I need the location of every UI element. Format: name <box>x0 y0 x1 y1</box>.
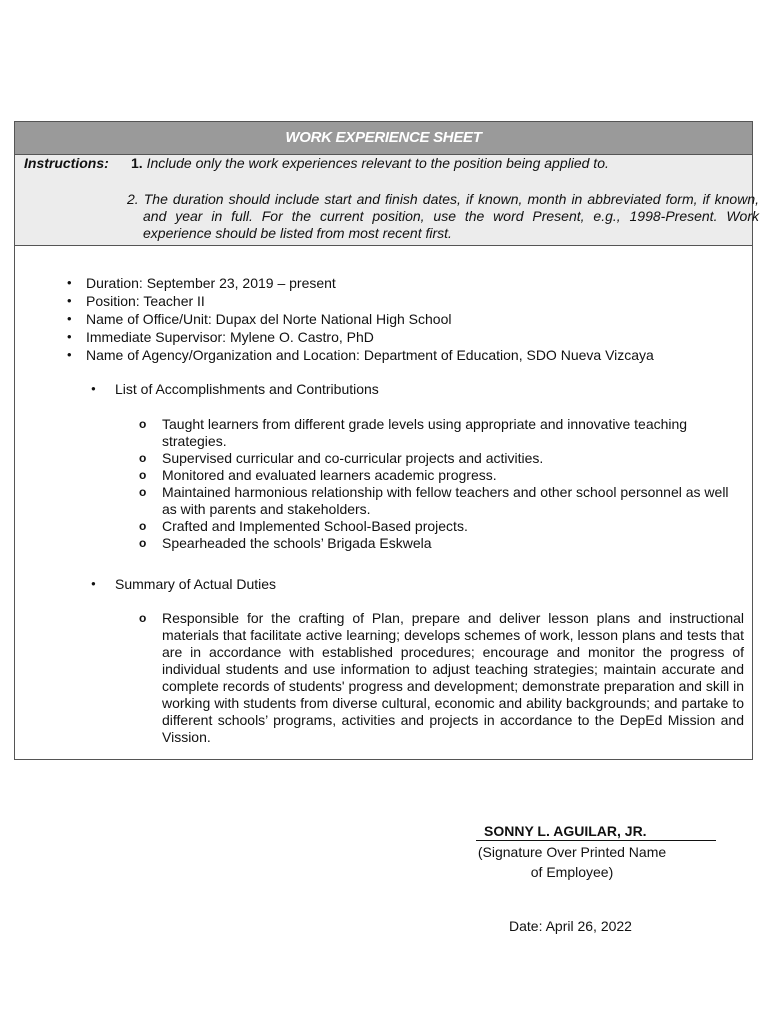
work-experience-sheet <box>14 121 759 760</box>
instruction-item-1 <box>131 155 609 172</box>
detail-supervisor: • Immediate Supervisor: Mylene O. Castro, PhD <box>67 328 654 346</box>
date-signed: Date: April 26, 2022 <box>509 918 632 934</box>
instructions-box <box>15 155 759 246</box>
instruction-item-1-text: Include only the work experiences relevant to the position being applied to. <box>146 155 609 171</box>
detail-duration: • Duration: September 23, 2019 – present <box>67 274 654 292</box>
instruction-item-2: 2. The duration should include start and finish dates, if known, month in abbreviated form, if known, and year in full. For the current position, use the word Present, e.g., 1998-Present. Work experience should be listed from most recent first. <box>127 191 759 241</box>
signature-caption-line-2: of Employee) <box>530 864 614 880</box>
signature-name: SONNY L. AGUILAR, JR. <box>476 822 716 841</box>
list-item: o Crafted and Implemented School-Based projects. <box>139 518 744 535</box>
list-item: o Monitored and evaluated learners academic progress. <box>139 467 744 484</box>
detail-position: • Position: Teacher II <box>67 292 654 310</box>
list-item: o Maintained harmonious relationship with fellow teachers and other school personnel as well as with parents and stakeholders. <box>139 484 744 518</box>
accomplishments-list <box>139 416 744 552</box>
signature-caption-line-1: (Signature Over Printed Name <box>477 844 667 860</box>
list-item: o Taught learners from different grade levels using appropriate and innovative teaching strategies. <box>139 416 744 450</box>
instruction-item-1-number: 1. <box>131 155 143 171</box>
list-item: o Responsible for the crafting of Plan, prepare and deliver lesson plans and instructional materials that facilitate active learning; develops schemes of work, lesson plans and tests that are in accordance with established procedures; encourage and monitor the progress of individual students and use information to adjust teaching strategies; maintain accurate and complete records of students' progress and development; demonstrate preparation and skill in working with students from diverse cultural, economic and ability backgrounds; and partake to different schools’ programs, activities and projects in accordance to the DepEd Mission and Vission. <box>139 610 744 746</box>
list-item: o Spearheaded the schools’ Brigada Eskwela <box>139 535 744 552</box>
detail-office: • Name of Office/Unit: Dupax del Norte National High School <box>67 310 654 328</box>
accomplishments-heading: ● List of Accomplishments and Contributions <box>91 380 379 398</box>
sheet-title: WORK EXPERIENCE SHEET <box>15 122 752 155</box>
duties-heading: ● Summary of Actual Duties <box>91 575 276 593</box>
experience-details-list <box>67 274 654 364</box>
list-item: o Supervised curricular and co-curricular projects and activities. <box>139 450 744 467</box>
signature-caption <box>460 842 684 882</box>
detail-agency: • Name of Agency/Organization and Location: Department of Education, SDO Nueva Vizcaya <box>67 346 654 364</box>
instructions-label: Instructions: <box>24 155 109 171</box>
duties-list <box>139 610 744 746</box>
